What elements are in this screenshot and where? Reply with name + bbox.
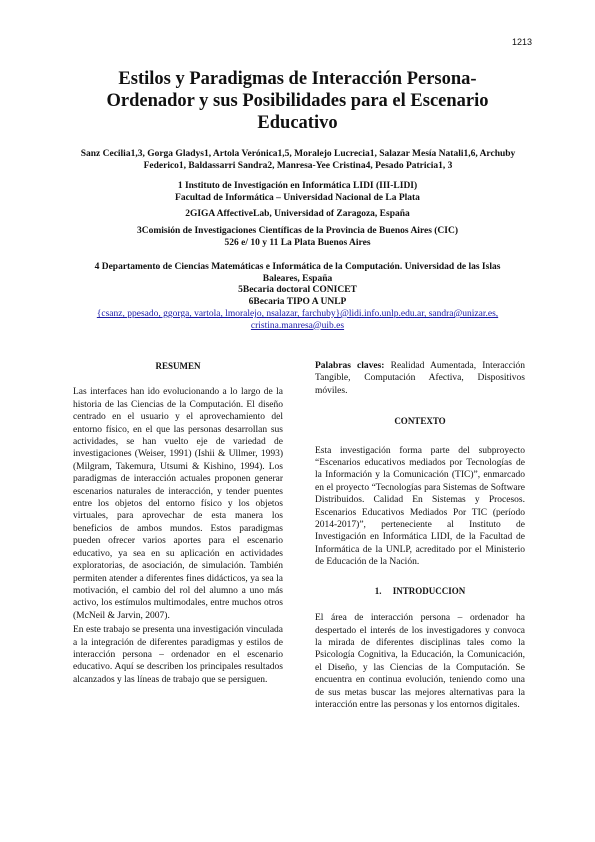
affiliation-line: Facultad de Informática – Universidad Nacional de La Plata xyxy=(175,192,420,203)
contexto-paragraph: Esta investigación forma parte del subproyecto “Escenarios educativos mediados por Tecnologías de la Información y la Comunicación (TIC)”, enmarcado en el proyecto “Tecnologías para Sistemas de Software Distribuidos. Calidad En Sistemas y Procesos. Escenarios Educativos Mediados Por TIC (período 2014-2017)”, perteneciente al Instituto de Investigación en Informática LIDI, de la Facultad de Informática de la UNLP, acreditado por el Ministerio de Educación de la Nación. xyxy=(315,445,525,568)
author-emails[interactable] xyxy=(60,309,535,332)
contexto-heading: CONTEXTO xyxy=(394,416,446,427)
resumen-paragraph: En este trabajo se presenta una investigación vinculada a la integración de diferentes paradigmas y estilos de interacción persona – ordenador en el escenario educativo. Aquí se describen los principales resultados alcanzados y las líneas de trabajo que se persiguen. xyxy=(73,625,283,685)
affiliation-4 xyxy=(60,262,535,308)
affiliation-line: 2GIGA AffectiveLab, Universidad of Zaragoza, España xyxy=(185,209,410,219)
affiliation-line: Baleares, España xyxy=(262,273,333,284)
introduccion-heading: 1. INTRODUCCION xyxy=(374,585,466,596)
introduccion-paragraph: El área de interacción persona – ordenador ha despertado el interés de los investigadores y convoca la mirada de diferentes disciplinas tales como la Psicología Cognitiva, la Educación, la Comunicación, el Diseño, y las Ciencias de la Computación. Se encuentra en continua evolución, teniendo como una de sus metas buscar las mejores alternativas para la interacción entre las personas y los entornos digitales. xyxy=(315,613,525,710)
author-line: Federico1, Baldassarri Sandra2, Manresa-Yee Cristina4, Pesado Patricia1, 3 xyxy=(143,161,453,171)
title-line: Estilos y Paradigmas de Interacción Persona- xyxy=(118,69,477,89)
keywords-label: Palabras claves: xyxy=(315,361,385,371)
email-link-line[interactable]: cristina.manresa@uib.es xyxy=(250,320,345,331)
affiliation-line: 5Becaria doctoral CONICET xyxy=(238,285,357,295)
affiliation-line: 4 Departamento de Ciencias Matemáticas e Informática de la Computación. Universidad de las Islas xyxy=(94,262,501,272)
affiliation-3 xyxy=(60,226,535,249)
affiliation-2 xyxy=(60,209,535,221)
affiliation-1 xyxy=(60,181,535,204)
author-list xyxy=(68,148,528,172)
keywords-paragraph xyxy=(315,360,525,397)
resumen-paragraph: Las interfaces han ido evolucionando a lo largo de la historia de las Ciencias de la Computación. El diseño centrado en el usuario y el aprovechamiento del entorno físico, en el que las personas desarrollan sus actividades, se han vuelto eje de variedad de investigaciones (Weiser, 1991) (Ishii & Ullmer, 1993) (Milgram, Takemura, Utsumi & Kishino, 1994). Los paradigmas de interacción actuales proponen generar escenarios naturales de interacción, y tender puentes entre los objetos del entorno físico y los objetos virtuales, para aprovechar de esta manera los beneficios de ambos mundos. Estos paradigmas pueden ofrecer varios aportes para el escenario educativo, ya sea en su aplicación en actividades exploratorias, de asociación, de simulación. También permiten atender a diferentes fines didácticos, ya sea la motivación, el cambio del rol del alumno a uno más activo, los estímulos multimodales, entre muchos otros (McNeil & Jarvin, 2007). xyxy=(73,387,283,621)
title-line: Ordenador y sus Posibilidades para el Escenario xyxy=(106,91,489,111)
author-line: Sanz Cecilia1,3, Gorga Gladys1, Artola Verónica1,5, Moralejo Lucrecia1, Salazar Mesía Natali1,6, Archuby xyxy=(80,149,516,159)
affiliation-line: 1 Instituto de Investigación en Informática LIDI (III-LIDI) xyxy=(177,181,418,191)
left-column xyxy=(73,360,283,686)
title-line: Educativo xyxy=(257,113,338,133)
right-column xyxy=(315,360,525,711)
resumen-heading: RESUMEN xyxy=(155,361,201,371)
affiliation-line: 526 e/ 10 y 11 La Plata Buenos Aires xyxy=(224,237,371,248)
affiliation-line: 6Becaria TIPO A UNLP xyxy=(248,296,347,307)
email-link-line[interactable]: {csanz, ppesado, ggorga, vartola, lmoralejo, nsalazar, farchuby}@lidi.info.unlp.edu.ar, sandra@unizar.es, xyxy=(96,309,499,319)
page-number: 1213 xyxy=(511,37,532,47)
affiliation-line: 3Comisión de Investigaciones Científicas de la Provincia de Buenos Aires (CIC) xyxy=(136,226,459,236)
keywords-text: Realidad Aumentada, Interacción Tangible, Computación Afectiva, Dispositivos móviles. xyxy=(315,361,525,396)
paper-title xyxy=(60,68,535,134)
